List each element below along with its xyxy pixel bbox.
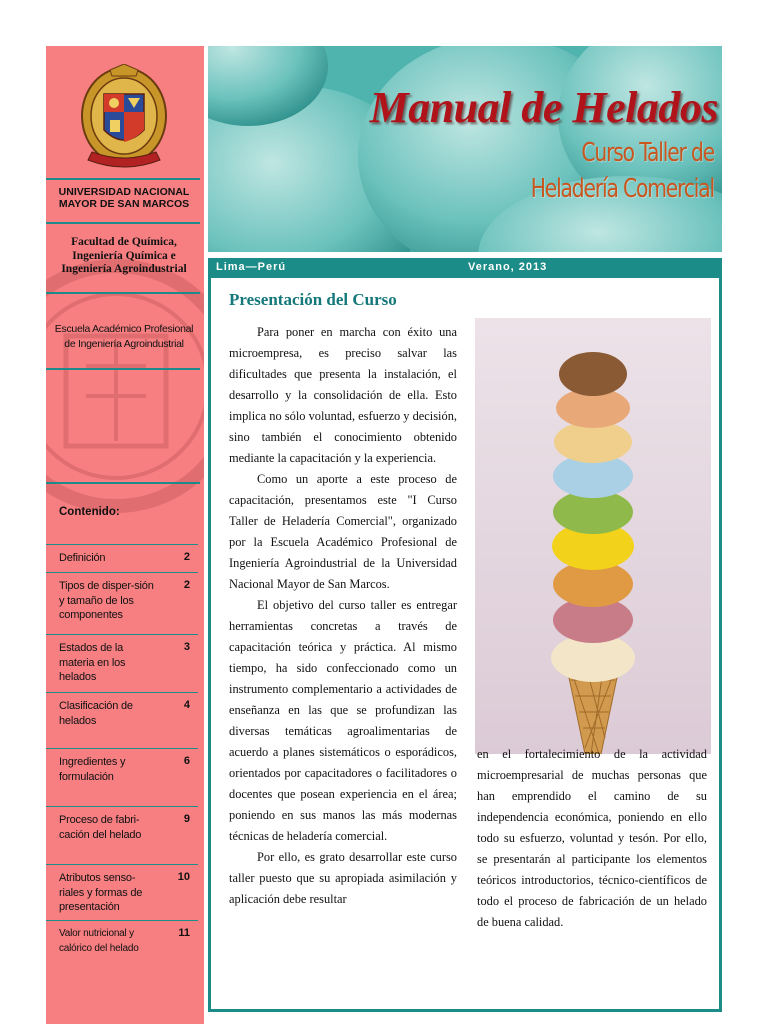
main-content bbox=[208, 278, 722, 1012]
banner-subtitle-line2: Heladería Comercial bbox=[530, 174, 714, 204]
toc-label: Valor nutricional y calórico del helado bbox=[59, 928, 139, 954]
season-label: Verano, 2013 bbox=[468, 261, 548, 273]
toc-item-valor-nutricional[interactable] bbox=[46, 920, 198, 968]
divider bbox=[46, 178, 200, 180]
toc-page-number: 10 bbox=[177, 871, 190, 883]
banner-title: Manual de Helados bbox=[369, 83, 718, 132]
header-banner bbox=[208, 46, 722, 252]
toc-item-ingredientes[interactable] bbox=[46, 748, 198, 806]
toc-label: Tipos de disper-sión y tamaño de los componentes bbox=[59, 580, 154, 621]
toc-label: Ingredientes y formulación bbox=[59, 756, 126, 783]
toc-item-estados-materia[interactable] bbox=[46, 634, 198, 692]
toc-label: Proceso de fabri-cación del helado bbox=[59, 814, 142, 841]
seal-watermark bbox=[46, 246, 204, 526]
toc-page-number: 6 bbox=[183, 755, 190, 767]
divider bbox=[46, 292, 200, 294]
location-label: Lima—Perú bbox=[216, 261, 287, 273]
toc-page-number: 3 bbox=[183, 641, 190, 653]
info-strip bbox=[208, 258, 722, 278]
ice-cream-cone-photo bbox=[475, 318, 711, 754]
toc-item-proceso-fabricacion[interactable] bbox=[46, 806, 198, 864]
toc-item-tipos-dispersion[interactable] bbox=[46, 572, 198, 634]
paragraph: Por ello, es grato desarrollar este curso taller puesto que su apropiada asimilación y aplicación debe resultar bbox=[229, 850, 457, 906]
paragraph: Para poner en marcha con éxito una microempresa, es preciso salvar las dificultades que presenta la instalación, el desarrollo y la consolidación de ella. Esto implica no sólo voluntad, esfuerzo y decisión, sino también el conocimiento obtenido mediante la capacitación y la experiencia. bbox=[229, 325, 457, 465]
toc-label: Estados de la materia en los helados bbox=[59, 642, 126, 683]
university-crest-icon bbox=[80, 64, 168, 174]
divider bbox=[46, 368, 200, 370]
toc-label: Clasificación de helados bbox=[59, 700, 133, 727]
school-name: Escuela Académico Profesional de Ingeniería Agroindustrial bbox=[54, 323, 194, 350]
left-column bbox=[229, 322, 457, 910]
paragraph: Como un aporte a este proceso de capacitación, presentamos este "I Curso Taller de Heladería Comercial", organizado por la Escuela Académico Profesional de Ingeniería Agroindustrial de la Universidad Nacional Mayor de San Marcos. bbox=[229, 472, 457, 591]
sidebar bbox=[46, 46, 204, 1024]
contents-title: Contenido: bbox=[59, 506, 120, 518]
university-name: UNIVERSIDAD NACIONAL MAYOR DE SAN MARCOS bbox=[58, 186, 190, 210]
toc-page-number: 2 bbox=[183, 551, 190, 563]
divider bbox=[46, 222, 200, 224]
divider bbox=[46, 482, 200, 484]
toc-item-definicion[interactable] bbox=[46, 544, 198, 572]
toc-page-number: 11 bbox=[178, 927, 190, 939]
toc-label: Atributos senso-riales y formas de presentación bbox=[59, 872, 143, 913]
toc-page-number: 4 bbox=[183, 699, 190, 711]
paragraph: El objetivo del curso taller es entregar herramientas concretas a través de capacitación teórica y práctica. Al mismo tiempo, ha sido confeccionado como un instrumento complementario a actividades de enseñanza en las que se profundizan las diversas temáticas agroalimentarias de acuerdo a planes sistemáticos o esporádicos, orientados por capacitadores o facilitadores o docentes que posean experiencia en el área; poniendo en sus manos las más modernas técnicas de heladería comercial. bbox=[229, 598, 457, 843]
toc-item-clasificacion[interactable] bbox=[46, 692, 198, 748]
section-title: Presentación del Curso bbox=[229, 290, 397, 309]
toc-page-number: 9 bbox=[183, 813, 190, 825]
toc-label: Definición bbox=[59, 552, 106, 564]
toc-item-atributos-sensoriales[interactable] bbox=[46, 864, 198, 920]
paragraph: en el fortalecimiento de la actividad microempresarial de muchas personas que han emprendido el camino de su independencia económica, poniendo en ello todo su esfuerzo, voluntad y tesón. Por ello, se presentarán al participante los elementos teóricos introductorios, técnico-científicos de todo el proceso de fabricación de un helado de buena calidad. bbox=[477, 747, 707, 929]
faculty-name: Facultad de Química, Ingeniería Química e Ingeniería Agroindustrial bbox=[61, 236, 187, 275]
banner-subtitle-line1: Curso Taller de bbox=[581, 138, 714, 168]
toc-page-number: 2 bbox=[183, 579, 190, 591]
right-column bbox=[477, 744, 707, 933]
